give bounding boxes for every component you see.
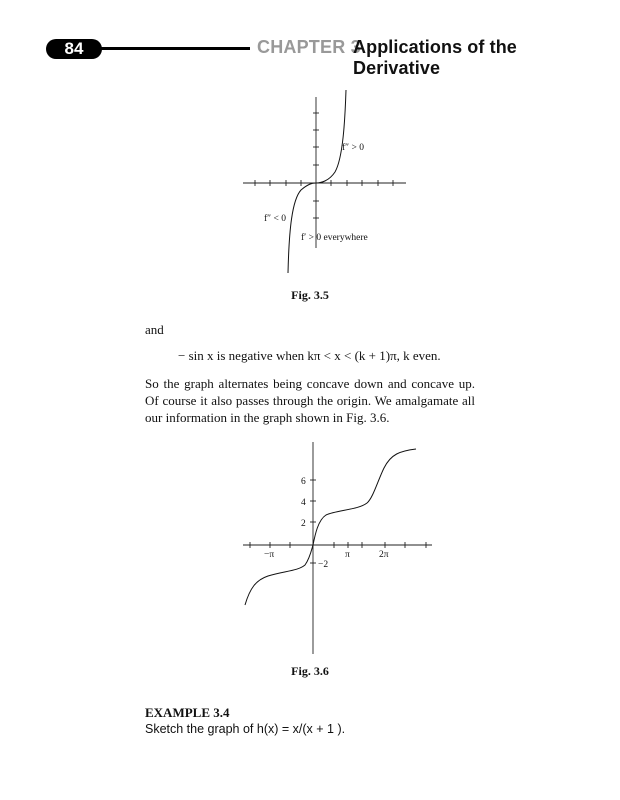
figure-3-6 bbox=[0, 440, 620, 670]
figure-3-5-caption: Fig. 3.5 bbox=[291, 288, 329, 302]
y-tick-label-6: 6 bbox=[301, 477, 306, 487]
body-paragraph: So the graph alternates being concave down and concave up. Of course it also passes through the origin. We amalgamate all our information in the graph shown in Fig. 3.6. bbox=[145, 376, 475, 425]
sin-curve bbox=[245, 449, 416, 605]
label-f-prime-positive: f′ > 0 everywhere bbox=[301, 233, 368, 243]
chapter-label: CHAPTER 3 bbox=[257, 37, 361, 57]
y-tick-label-minus-2: −2 bbox=[318, 560, 329, 570]
x-tick-label-minus-pi: −π bbox=[264, 550, 275, 560]
page-number: 84 bbox=[46, 39, 102, 59]
label-f-double-prime-negative: f″ < 0 bbox=[264, 214, 286, 224]
y-tick-label-4: 4 bbox=[301, 498, 306, 508]
example-title: EXAMPLE 3.4 bbox=[145, 705, 230, 720]
example-text: Sketch the graph of h(x) = x/(x + 1 ). bbox=[145, 722, 346, 736]
cubic-curve bbox=[288, 90, 346, 273]
x-tick-label-2pi: 2π bbox=[379, 550, 389, 560]
equation: − sin x is negative when kπ < x < (k + 1)π, k even. bbox=[178, 348, 441, 363]
chapter-title: Applications of the Derivative bbox=[353, 37, 517, 78]
y-tick-label-2: 2 bbox=[301, 519, 306, 529]
header-rule bbox=[98, 47, 250, 50]
label-f-double-prime-positive: f″ > 0 bbox=[342, 143, 364, 153]
x-tick-label-pi: π bbox=[345, 550, 350, 560]
page-header bbox=[46, 36, 566, 78]
and-word: and bbox=[145, 322, 164, 337]
figure-3-6-caption: Fig. 3.6 bbox=[291, 664, 329, 678]
